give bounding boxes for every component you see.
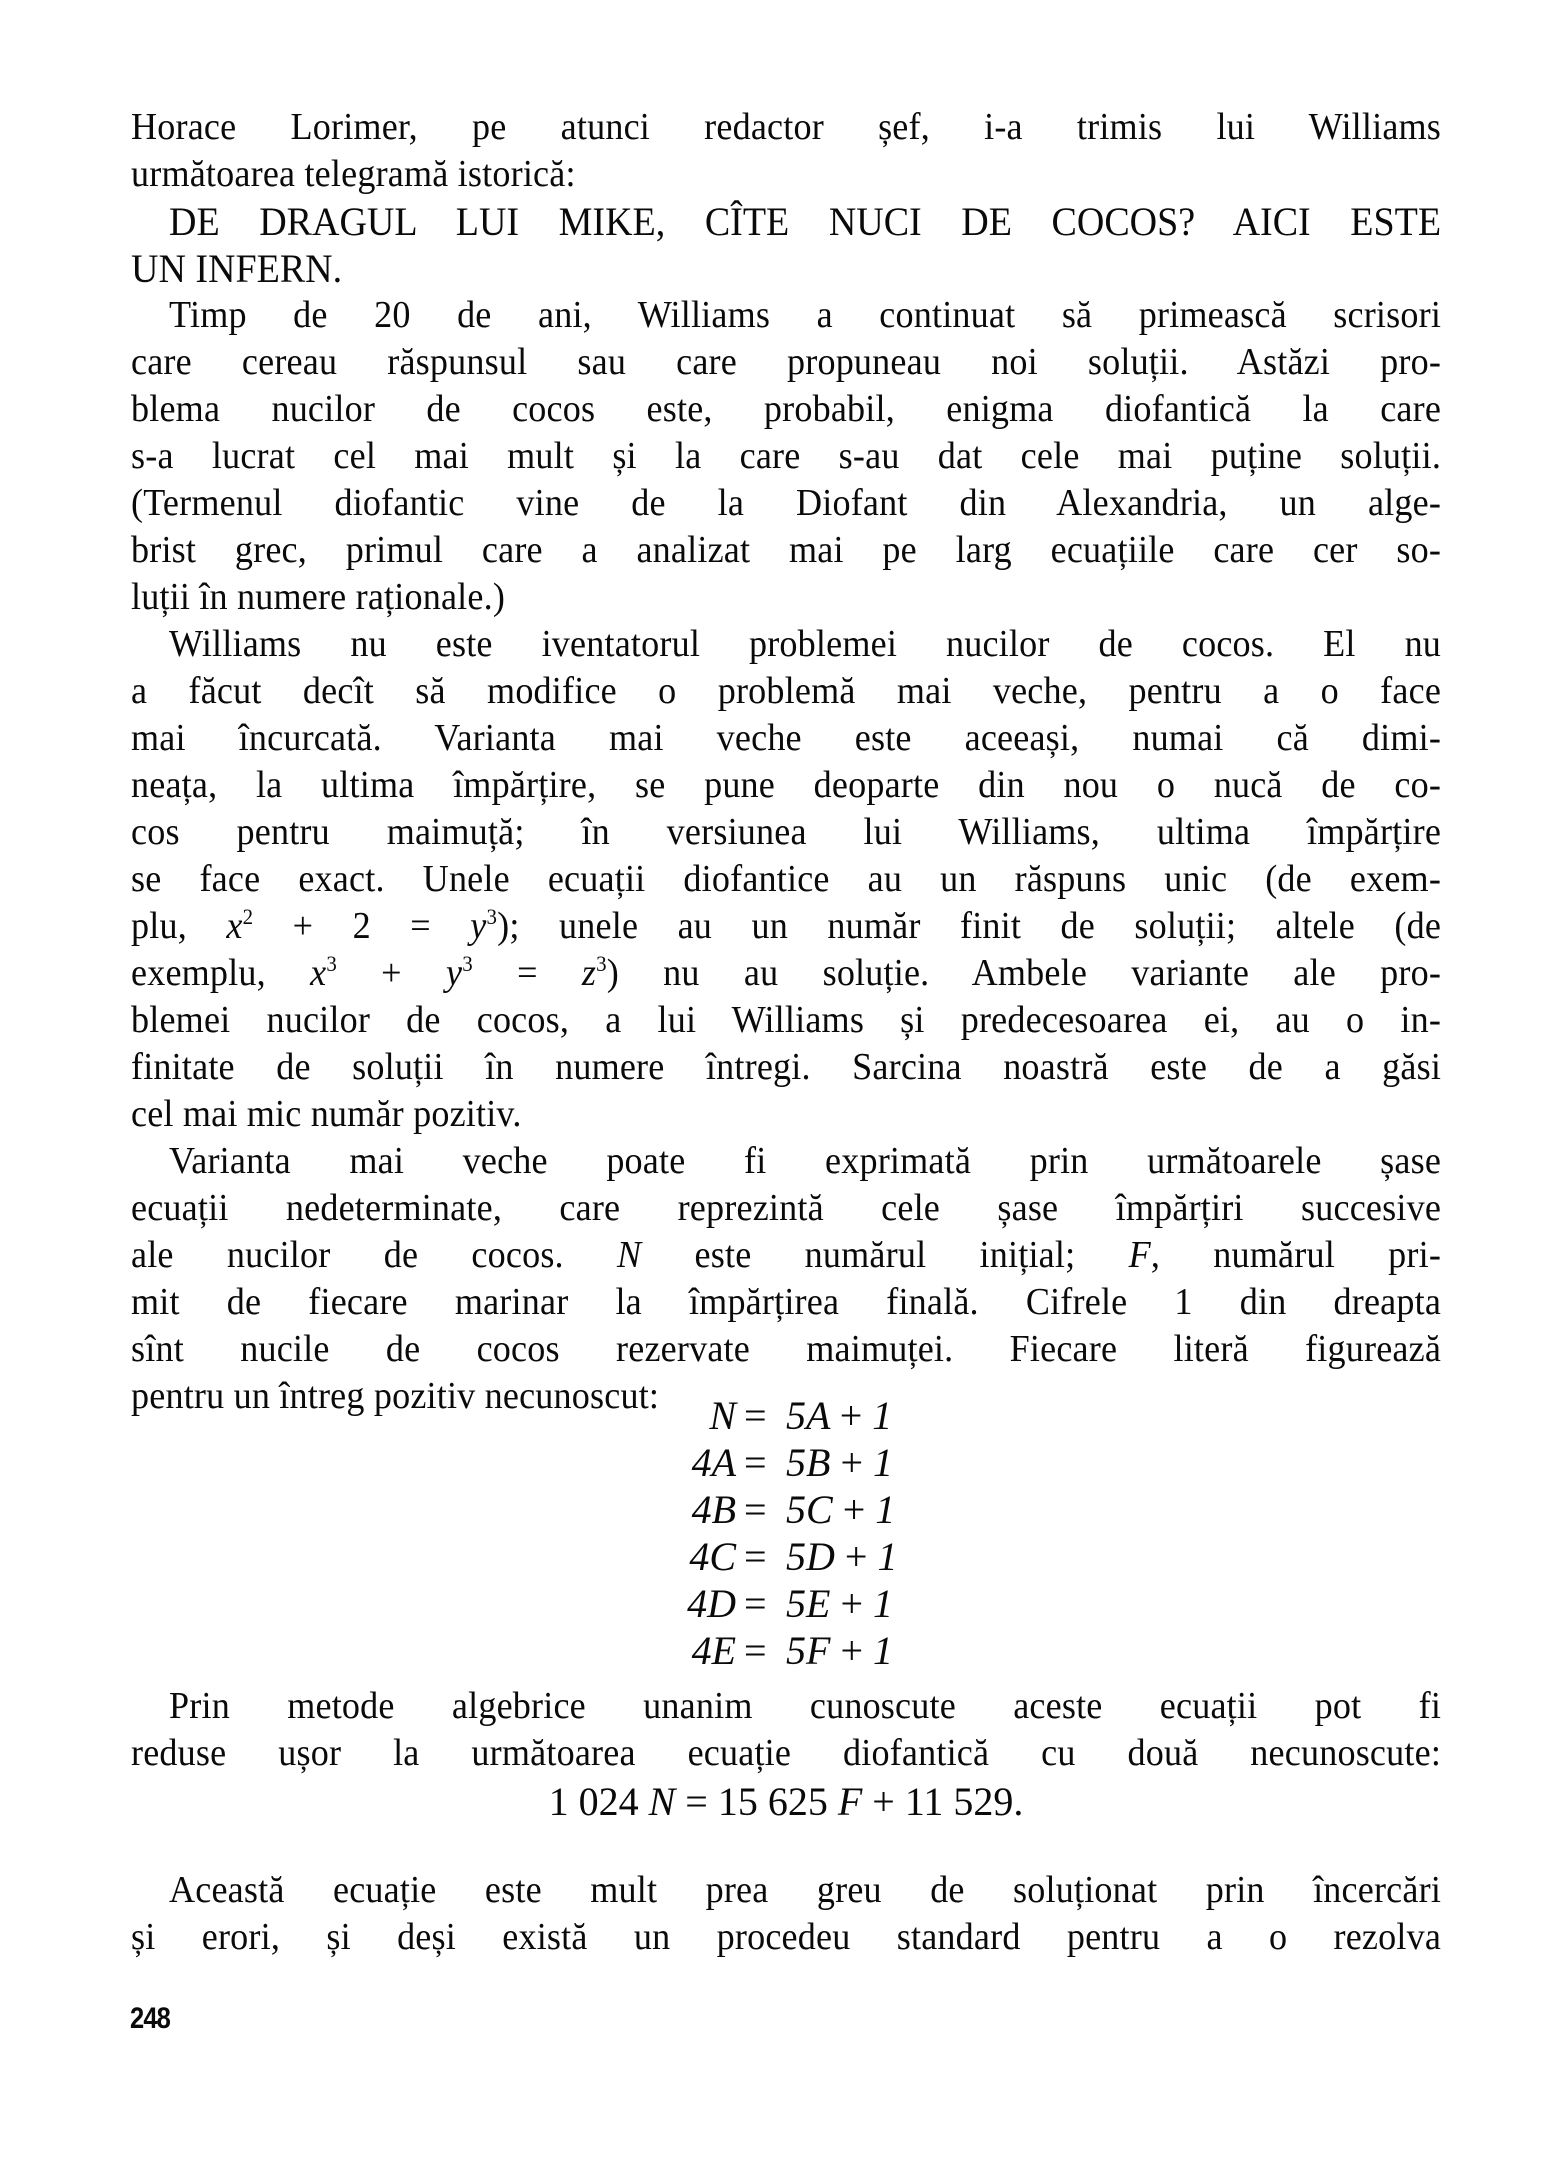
equation-right	[786, 1392, 892, 1439]
equation-left: 4E	[691, 1628, 736, 1673]
equation-row	[131, 1392, 1441, 1439]
paragraph-intro	[131, 104, 1441, 198]
coefficient-f: 15 625	[717, 1779, 828, 1824]
text-line: reduse ușor la următoarea ecuație diofantică cu două necunoscute:	[131, 1732, 1442, 1774]
text-line: a făcut decît să modifice o problemă mai veche, pentru a o face	[131, 670, 1442, 712]
text-line: Timp de 20 de ani, Williams a continuat să primească scrisori	[169, 294, 1442, 336]
text-line: brist grec, primul care a analizat mai pe larg ecuațiile care cer so-	[131, 529, 1442, 571]
page-number: 248	[130, 2002, 171, 2035]
variable-n: N	[648, 1779, 676, 1824]
equation-term: 5E	[786, 1581, 831, 1626]
math-exponent: 3	[596, 951, 607, 976]
text-line: se face exact. Unele ecuații diofantice au un răspuns unic (de exem-	[131, 858, 1442, 900]
equation-right	[786, 1627, 893, 1674]
math-variable: y	[470, 905, 487, 947]
text-fragment: plu,	[131, 905, 227, 947]
text-line-with-math	[131, 950, 1441, 997]
equation-right	[786, 1439, 893, 1486]
math-variable: y	[445, 952, 463, 994]
text-line-with-math	[131, 903, 1441, 950]
plus-sign: +	[840, 1581, 863, 1626]
text-fragment: =	[472, 952, 582, 994]
equation-constant: 1	[873, 1581, 893, 1626]
text-line: cos pentru maimuță; în versiunea lui Williams, ultima împărțire	[131, 811, 1442, 853]
equation-right	[786, 1486, 895, 1533]
paragraph-reduction	[131, 1683, 1441, 1777]
text-fragment: este numărul inițial;	[641, 1234, 1129, 1276]
equals-sign: =	[744, 1628, 767, 1673]
equation-left: N	[709, 1393, 736, 1438]
math-exponent: 3	[486, 904, 498, 929]
paragraph-older-variant	[131, 621, 1441, 1138]
math-variable: N	[617, 1234, 642, 1276]
text-fragment: exemplu,	[131, 952, 311, 994]
paragraph-difficulty	[131, 1867, 1441, 1961]
text-line: finitate de soluții în numere întregi. Sarcina noastră este de a găsi	[131, 1046, 1442, 1088]
text-line: mai încurcată. Varianta mai veche este aceeași, numai că dimi-	[131, 717, 1442, 759]
diophantine-equation	[131, 1778, 1441, 1825]
text-line: Prin metode algebrice unanim cunoscute aceste ecuații pot fi	[169, 1685, 1442, 1727]
plus-sign: +	[840, 1628, 863, 1673]
text-line: (Termenul diofantic vine de la Diofant din Alexandria, un alge-	[131, 482, 1442, 524]
telegram-line: DE DRAGUL LUI MIKE, CÎTE NUCI DE COCOS? AICI ESTE	[169, 199, 1442, 244]
text-line: următoarea telegramă istorică:	[131, 153, 576, 195]
equation-left: 4B	[691, 1487, 736, 1532]
plus-sign: +	[842, 1487, 866, 1532]
text-fragment: , numărul pri-	[1150, 1234, 1442, 1276]
telegram-quote	[131, 198, 1441, 292]
text-fragment: +	[336, 952, 446, 994]
text-line: blemei nucilor de cocos, a lui Williams și predecesoarea ei, au o in-	[131, 999, 1442, 1041]
text-fragment: ) nu au soluție. Ambele variante ale pro-	[606, 952, 1442, 994]
text-line: pentru un întreg pozitiv necunoscut:	[131, 1375, 660, 1417]
plus-sign: +	[840, 1440, 863, 1485]
constant-term: 11 529.	[904, 1779, 1024, 1824]
equation-constant: 1	[875, 1487, 896, 1532]
equals-sign: =	[685, 1779, 708, 1824]
equation-term: 5C	[786, 1487, 833, 1532]
equation-row	[131, 1486, 1441, 1533]
equation-term: 5B	[786, 1440, 831, 1485]
coefficient-n: 1 024	[548, 1779, 639, 1824]
paragraph-letters	[131, 292, 1441, 621]
equation-right	[786, 1580, 893, 1627]
math-variable: F	[1128, 1234, 1151, 1276]
text-line: Horace Lorimer, pe atunci redactor șef, i-a trimis lui Williams	[131, 106, 1442, 148]
equation-row	[131, 1439, 1441, 1486]
text-line: Williams nu este iventatorul problemei nucilor de cocos. El nu	[169, 623, 1442, 665]
math-exponent: 3	[326, 951, 337, 976]
text-line: blema nucilor de cocos este, probabil, enigma diofantică la care	[131, 388, 1442, 430]
math-variable: x	[226, 905, 243, 947]
math-exponent: 2	[242, 904, 254, 929]
math-exponent: 3	[462, 951, 473, 976]
paragraph-equations-intro	[131, 1138, 1441, 1420]
equation-constant: 1	[873, 1628, 893, 1673]
equals-sign: =	[744, 1534, 767, 1579]
math-variable: z	[581, 952, 597, 994]
text-line: neața, la ultima împărțire, se pune deoparte din nou o nucă de co-	[131, 764, 1442, 806]
equation-row	[131, 1580, 1441, 1627]
text-line: ecuații nedeterminate, care reprezintă cele șase împărțiri succesive	[131, 1187, 1442, 1229]
equals-sign: =	[744, 1581, 767, 1626]
text-line: și erori, și deși există un procedeu standard pentru a o rezolva	[131, 1916, 1442, 1958]
math-variable: x	[310, 952, 327, 994]
equation-constant: 1	[877, 1534, 898, 1579]
plus-sign: +	[844, 1534, 868, 1579]
text-line: care cereau răspunsul sau care propuneau noi soluții. Astăzi pro-	[131, 341, 1442, 383]
variable-f: F	[837, 1779, 863, 1824]
text-line: sînt nucile de cocos rezervate maimuței. Fiecare literă figurează	[131, 1328, 1442, 1370]
text-line: Varianta mai veche poate fi exprimată prin următoarele șase	[169, 1140, 1442, 1182]
telegram-line: UN INFERN.	[131, 246, 343, 291]
book-page	[131, 104, 1441, 1420]
equation-system	[131, 1392, 1441, 1674]
plus-sign: +	[839, 1393, 863, 1438]
text-line-with-math	[131, 1232, 1441, 1279]
equals-sign: =	[744, 1440, 767, 1485]
text-line: Această ecuație este mult prea greu de soluționat prin încercări	[169, 1869, 1442, 1911]
equation-right	[786, 1533, 897, 1580]
equals-sign: =	[744, 1393, 767, 1438]
plus-sign: +	[872, 1779, 895, 1824]
text-fragment: ale nucilor de cocos.	[131, 1234, 618, 1276]
equation-term: 5A	[786, 1393, 830, 1438]
equation-constant: 1	[872, 1393, 893, 1438]
equation-term: 5F	[786, 1628, 831, 1673]
text-fragment: + 2 =	[253, 905, 471, 947]
text-line: luții în numere raționale.)	[131, 576, 506, 618]
equals-sign: =	[744, 1487, 767, 1532]
equation-left: 4C	[689, 1534, 736, 1579]
equation-term: 5D	[786, 1534, 835, 1579]
equation-row	[131, 1533, 1441, 1580]
equation-left: 4A	[691, 1440, 736, 1485]
text-fragment: ); unele au un număr finit de soluții; altele (de	[497, 905, 1442, 947]
text-line: cel mai mic număr pozitiv.	[131, 1093, 522, 1135]
equation-row	[131, 1627, 1441, 1674]
equation-constant: 1	[873, 1440, 893, 1485]
text-line: mit de fiecare marinar la împărțirea finală. Cifrele 1 din dreapta	[131, 1281, 1442, 1323]
text-line: s-a lucrat cel mai mult și la care s-au dat cele mai puține soluții.	[131, 435, 1442, 477]
equation-left: 4D	[687, 1581, 736, 1626]
